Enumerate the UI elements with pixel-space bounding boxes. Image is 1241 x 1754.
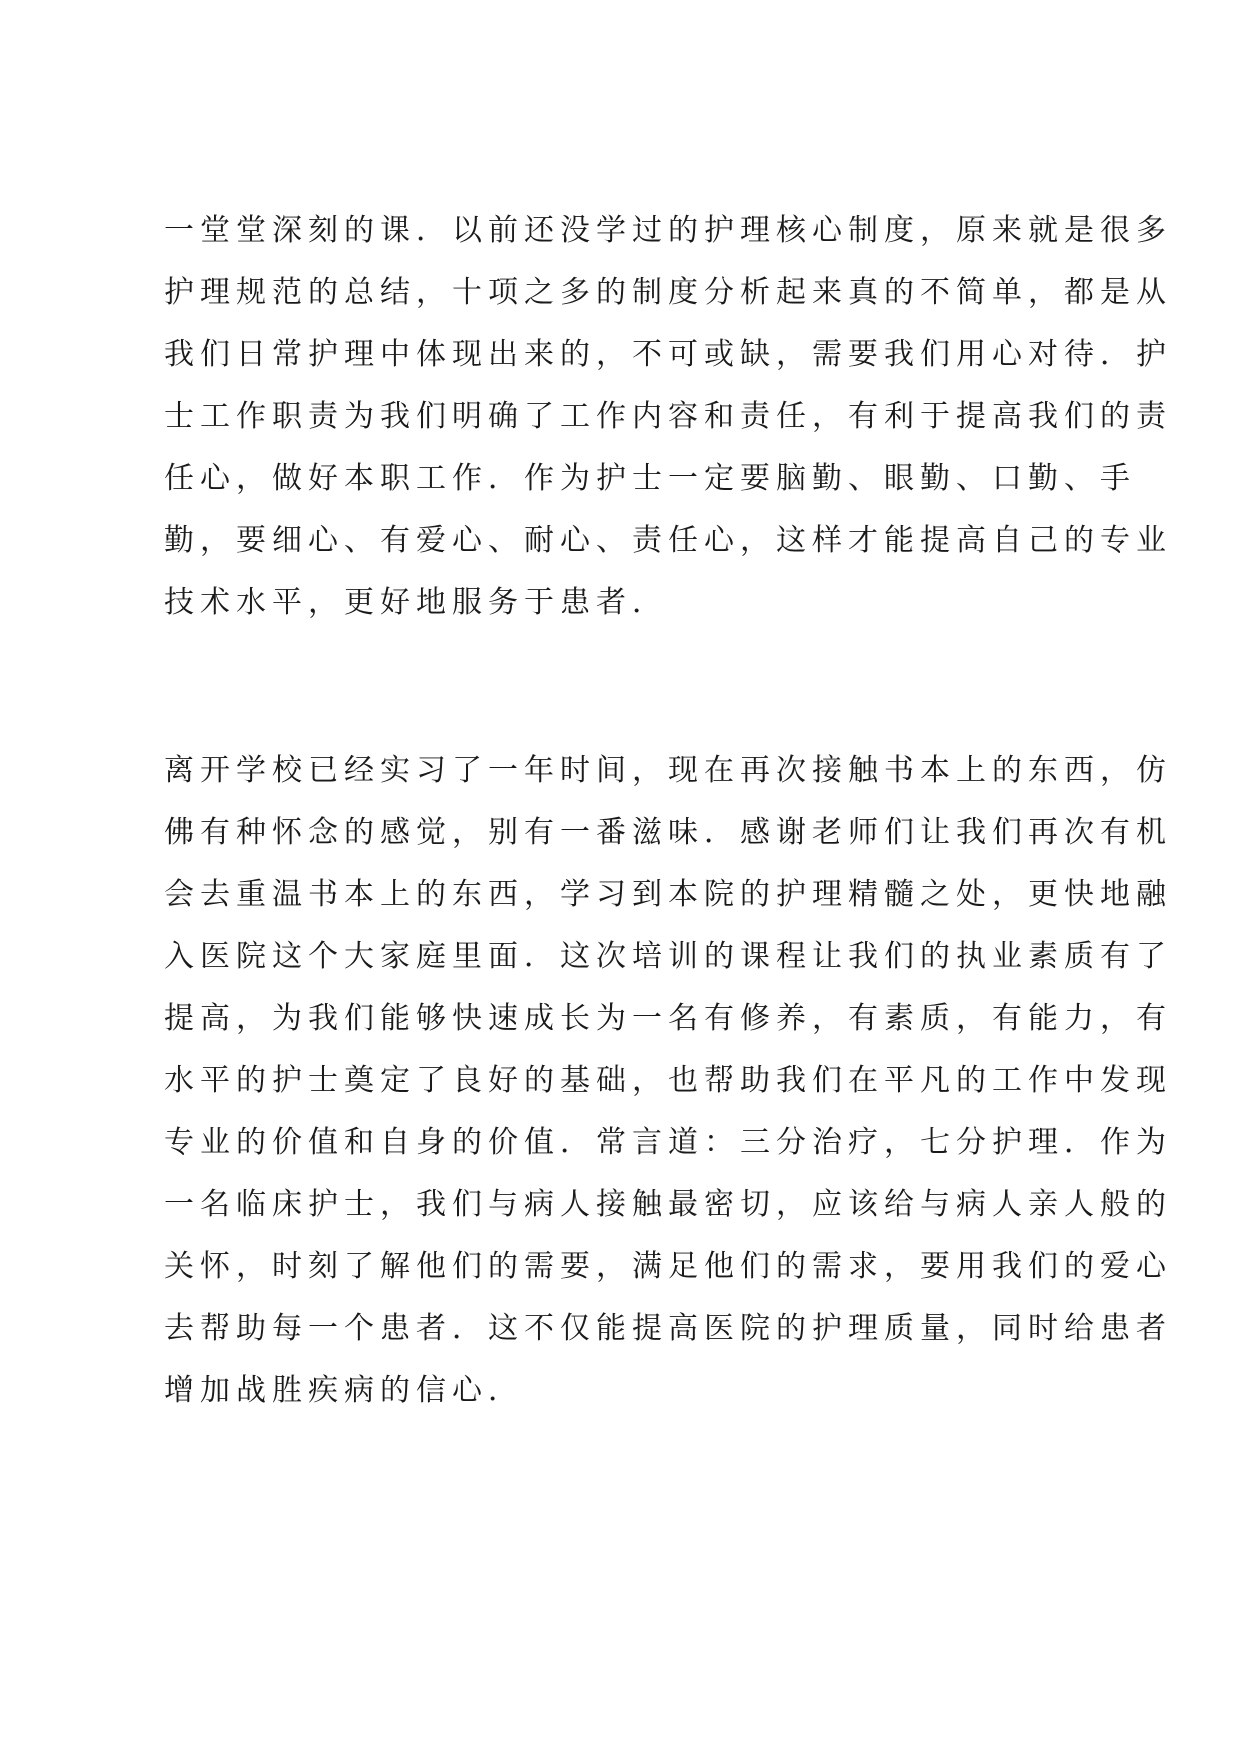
paragraph-line: 技术水平，更好地服务于患者．	[164, 585, 668, 620]
paragraph-line: 佛有种怀念的感觉，别有一番滋味．感谢老师们让我们再次有机	[164, 815, 1172, 850]
paragraph-line: 提高，为我们能够快速成长为一名有修养，有素质，有能力，有	[164, 1001, 1172, 1036]
paragraph-line: 离开学校已经实习了一年时间，现在再次接触书本上的东西，仿	[164, 753, 1172, 788]
paragraph-line: 任心，做好本职工作．作为护士一定要脑勤、眼勤、口勤、手	[164, 461, 1136, 496]
paragraph-line: 我们日常护理中体现出来的，不可或缺，需要我们用心对待．护	[164, 337, 1172, 372]
paragraph-line: 专业的价值和自身的价值．常言道：三分治疗，七分护理．作为	[164, 1125, 1172, 1160]
paragraph-line: 一名临床护士，我们与病人接触最密切，应该给与病人亲人般的	[164, 1187, 1172, 1222]
paragraph-line: 增加战胜疾病的信心．	[164, 1373, 524, 1408]
paragraph-line: 入医院这个大家庭里面．这次培训的课程让我们的执业素质有了	[164, 939, 1172, 974]
paragraph-line: 水平的护士奠定了良好的基础，也帮助我们在平凡的工作中发现	[164, 1063, 1172, 1098]
paragraph-line: 护理规范的总结，十项之多的制度分析起来真的不简单，都是从	[164, 275, 1172, 310]
paragraph-line: 关怀，时刻了解他们的需要，满足他们的需求，要用我们的爱心	[164, 1249, 1172, 1284]
paragraph-line: 去帮助每一个患者．这不仅能提高医院的护理质量，同时给患者	[164, 1311, 1172, 1346]
paragraph-line: 士工作职责为我们明确了工作内容和责任，有利于提高我们的责	[164, 399, 1172, 434]
paragraph-line: 一堂堂深刻的课．以前还没学过的护理核心制度，原来就是很多	[164, 213, 1172, 248]
paragraph-line: 勤，要细心、有爱心、耐心、责任心，这样才能提高自己的专业	[164, 523, 1172, 558]
paragraph-line: 会去重温书本上的东西，学习到本院的护理精髓之处，更快地融	[164, 877, 1172, 912]
